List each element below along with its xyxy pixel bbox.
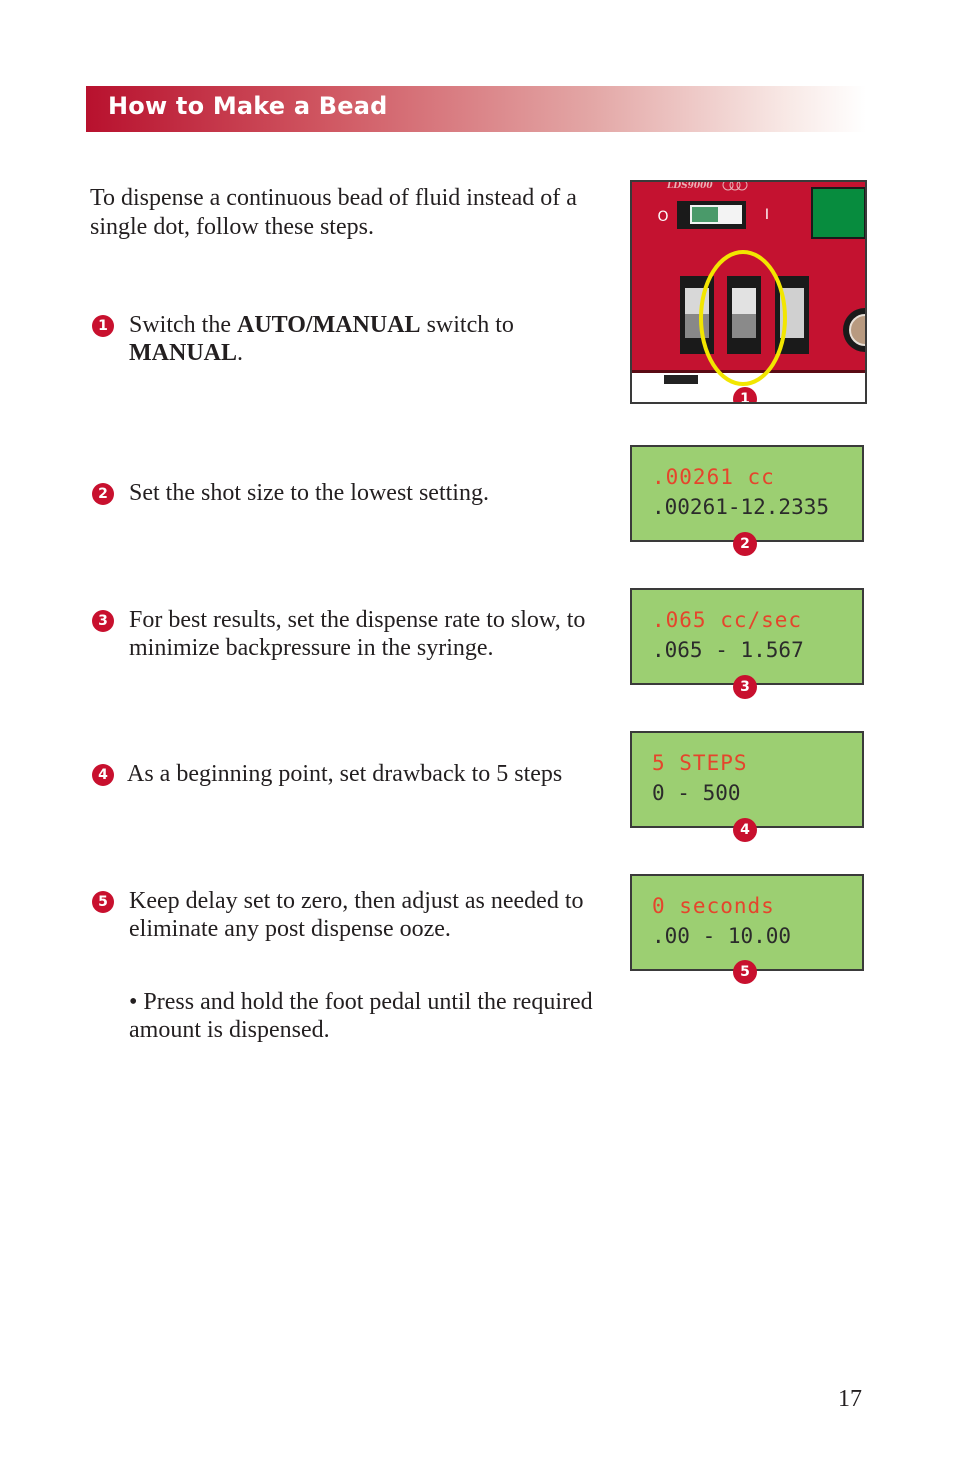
lcd-value: .00261 cc: [652, 465, 775, 489]
foot-pedal-note: • Press and hold the foot pedal until the required amount is dispensed.: [129, 989, 593, 1043]
step-2-text: Set the shot size to the lowest setting.: [129, 480, 489, 506]
step-5: [92, 887, 602, 943]
intro-paragraph: To dispense a continuous bead of fluid instead of a single dot, follow these steps.: [90, 185, 577, 240]
step-4: [92, 760, 602, 788]
device-brand: LDS9000: [667, 182, 713, 191]
step-2: [92, 479, 602, 507]
step-1: [92, 311, 602, 367]
page-number: 17: [838, 1386, 862, 1412]
step-3: [92, 606, 602, 662]
lcd-dispense-rate: [630, 588, 864, 685]
lcd-range: 0 - 500: [652, 781, 741, 805]
step-4-text: As a beginning point, set drawback to 5 steps: [127, 761, 563, 787]
callout-2: 2: [733, 532, 757, 556]
step-5-text: Keep delay set to zero, then adjust as needed to eliminate any post dispense ooze.: [129, 888, 584, 942]
lcd-range: .065 - 1.567: [652, 638, 804, 662]
callout-5: 5: [733, 960, 757, 984]
callout-1: 1: [733, 387, 757, 404]
step-number-3: 3: [92, 610, 114, 632]
power-on-label: I: [764, 207, 770, 223]
lcd-value: 0 seconds: [652, 894, 775, 918]
device-front-panel: [630, 180, 867, 404]
lcd-range: .00261-12.2335: [652, 495, 830, 519]
step-1-text: Switch the AUTO/MANUAL switch to MANUAL.: [129, 312, 514, 366]
step-3-text: For best results, set the dispense rate to slow, to minimize backpressure in the syringe.: [129, 607, 586, 661]
section-title: How to Make a Bead: [108, 92, 388, 120]
auto-manual-label: AUTO/MANUAL: [237, 312, 421, 338]
step-number-1: 1: [92, 315, 114, 337]
step-number-5: 5: [92, 891, 114, 913]
lcd-drawback: [630, 731, 864, 828]
lcd-delay: [630, 874, 864, 971]
lcd-range: .00 - 10.00: [652, 924, 792, 948]
section-header: [86, 86, 866, 132]
device-illustration: [632, 182, 865, 402]
power-off-label: O: [657, 209, 669, 225]
lcd-value: .065 cc/sec: [652, 608, 803, 632]
manual-label: MANUAL: [129, 340, 237, 366]
device-foot: [664, 375, 698, 384]
power-button[interactable]: [812, 188, 865, 238]
lcd-value: 5 STEPS: [652, 751, 748, 775]
step-number-2: 2: [92, 483, 114, 505]
lcd-shot-size: [630, 445, 864, 542]
callout-4: 4: [733, 818, 757, 842]
step-number-4: 4: [92, 764, 114, 786]
callout-3: 3: [733, 675, 757, 699]
